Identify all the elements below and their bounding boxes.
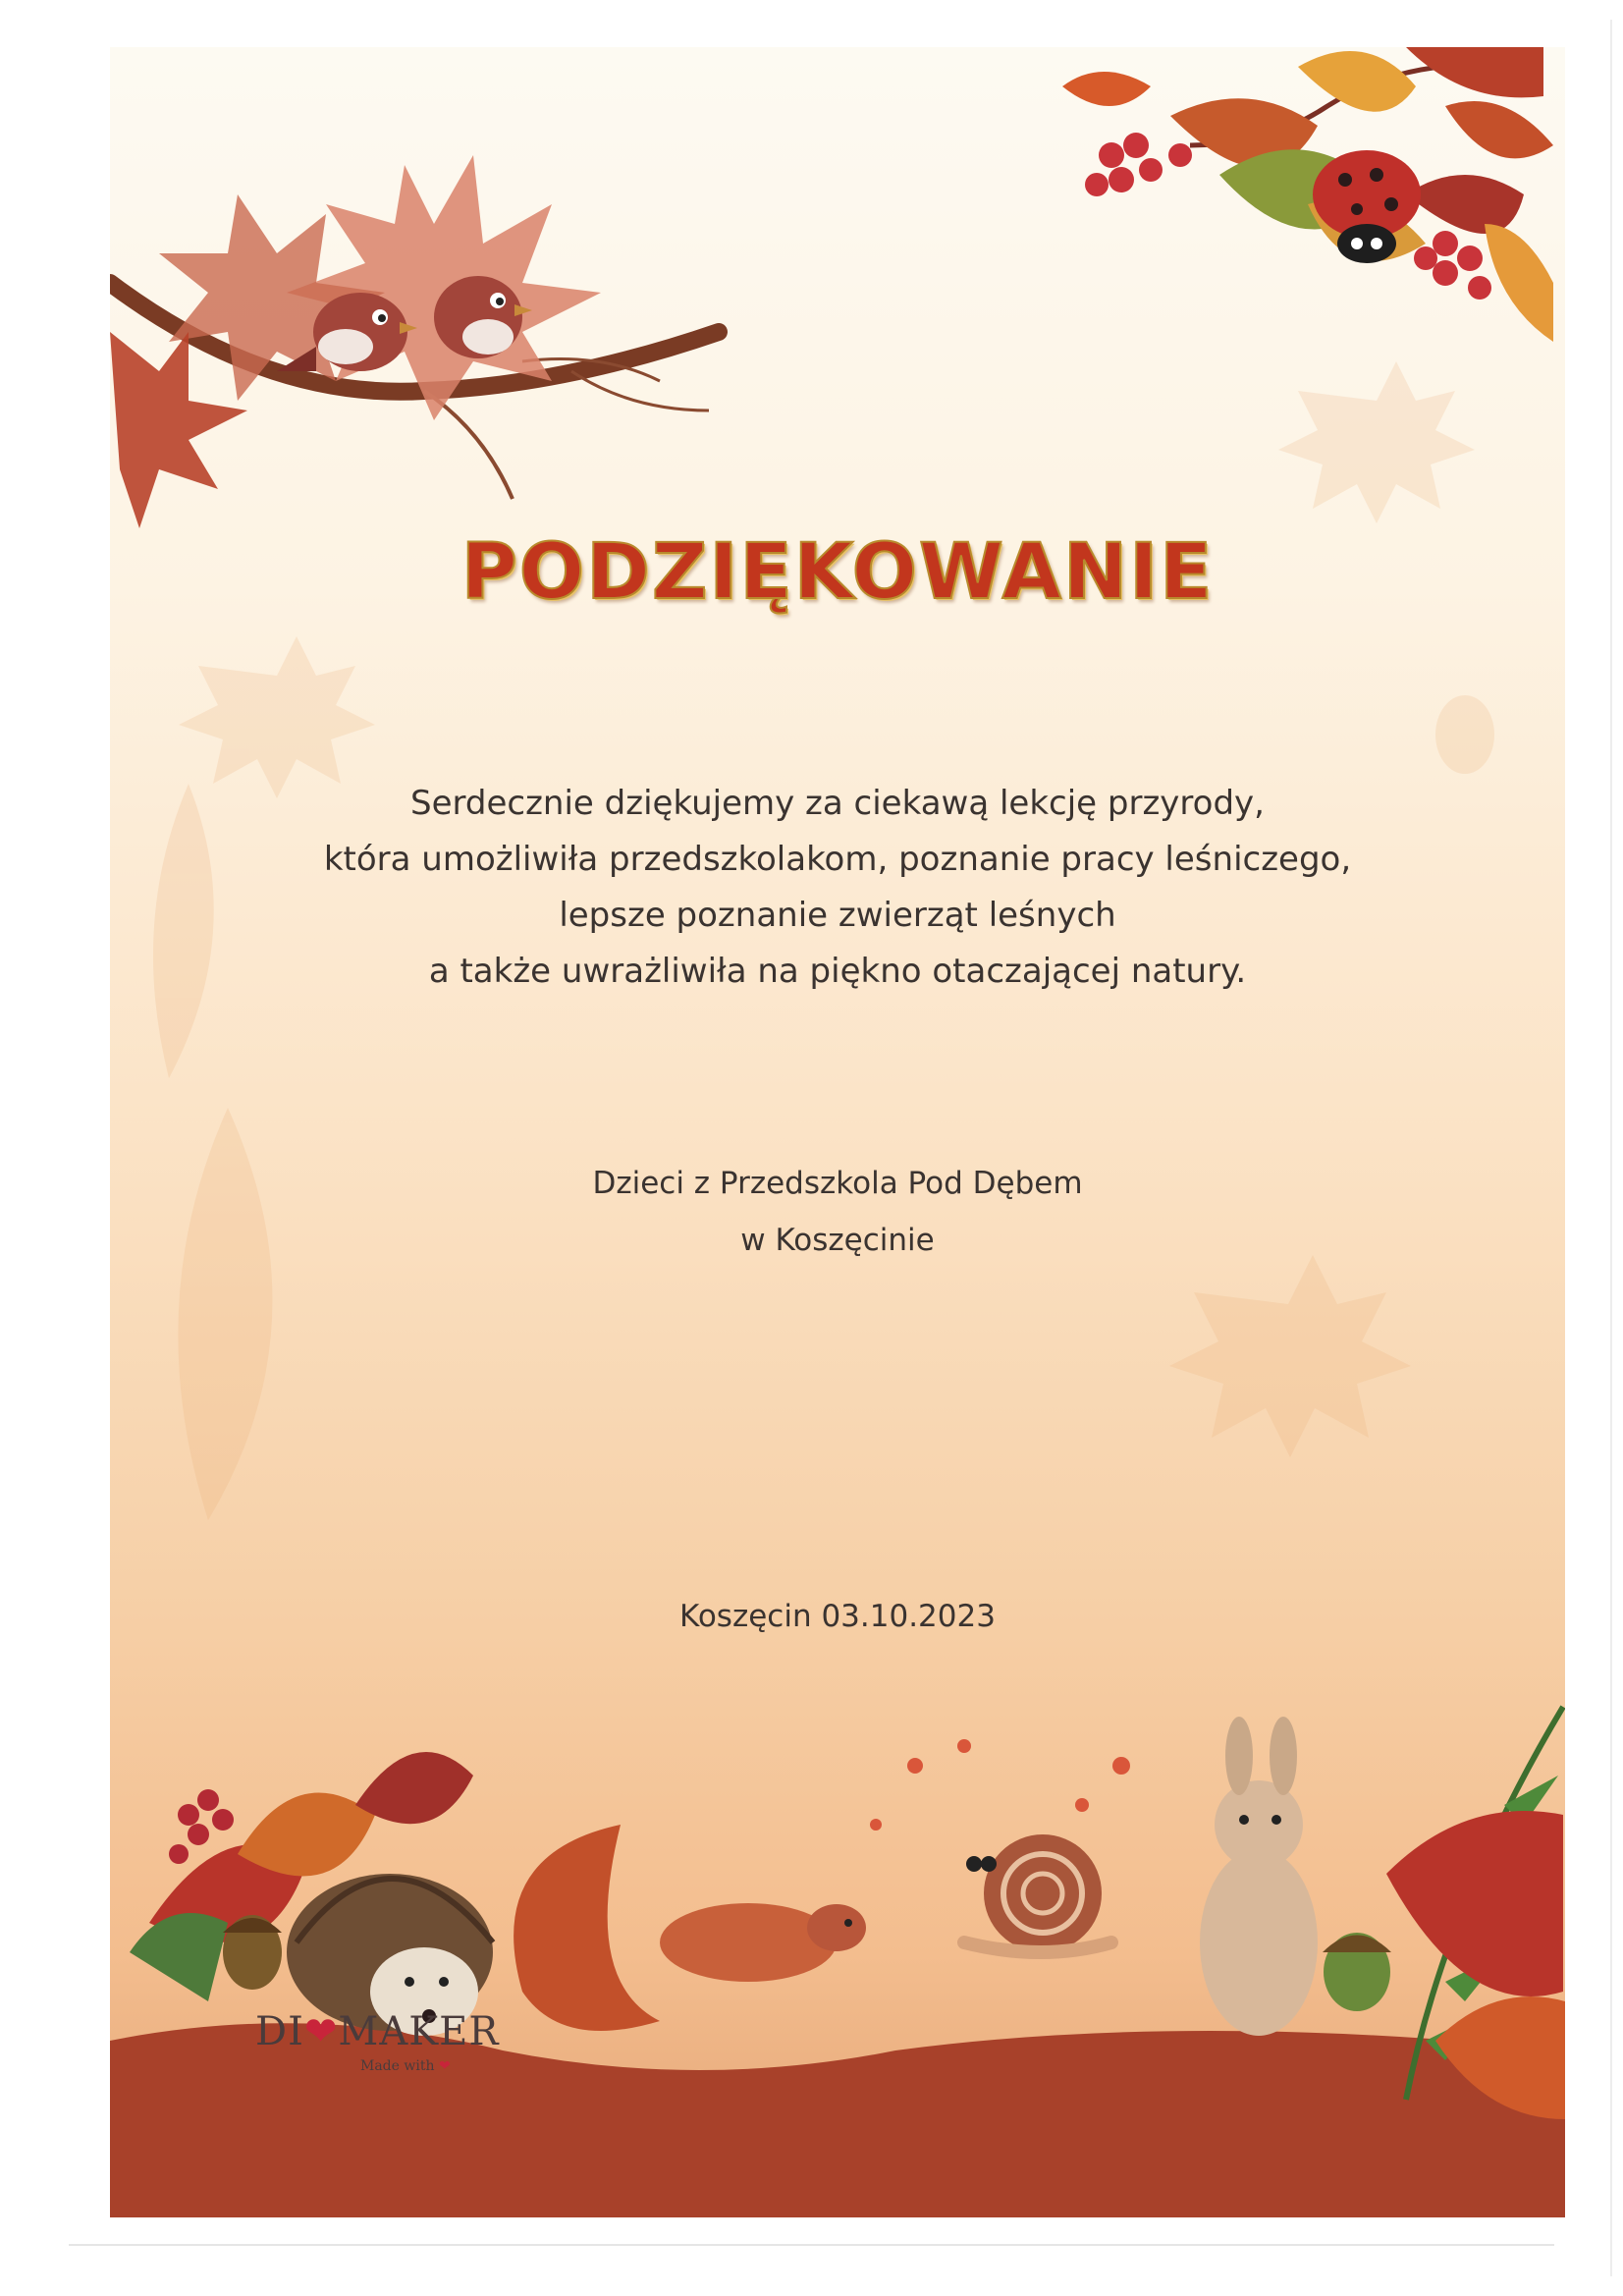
ladybug-berries-illustration (895, 47, 1565, 371)
logo-tagline-text: Made with (360, 2058, 435, 2074)
page-title: PODZIĘKOWANIE (460, 528, 1215, 617)
message-line: która umożliwiła przedszkolakom, poznanie pracy leśniczego, (323, 840, 1352, 879)
forest-animals-illustration (110, 1628, 1565, 2217)
logo-text-right: MAKER (338, 2009, 500, 2054)
logo-text-left: DI (255, 2009, 304, 2054)
thank-you-message (110, 776, 1565, 1000)
certificate-sheet (110, 47, 1565, 2217)
scan-artifact-line (69, 2244, 1554, 2246)
heart-check-icon: ❤ (303, 2009, 339, 2054)
brand-logo (255, 2009, 499, 2054)
signature-line: Dzieci z Przedszkola Pod Dębem (592, 1166, 1083, 1201)
signature-line: w Koszęcinie (740, 1223, 935, 1258)
signature-block (110, 1155, 1565, 1269)
heart-icon: ❤ (438, 2058, 451, 2074)
date-line: Koszęcin 03.10.2023 (679, 1599, 996, 1634)
message-line: lepsze poznanie zwierząt leśnych (559, 896, 1116, 935)
logo-tagline (360, 2058, 451, 2074)
scan-edge (1610, 20, 1612, 2276)
message-line: Serdecznie dziękujemy za ciekawą lekcję przyrody, (410, 784, 1265, 823)
message-line: a także uwrażliwiła na piękno otaczającej natury. (428, 952, 1247, 991)
